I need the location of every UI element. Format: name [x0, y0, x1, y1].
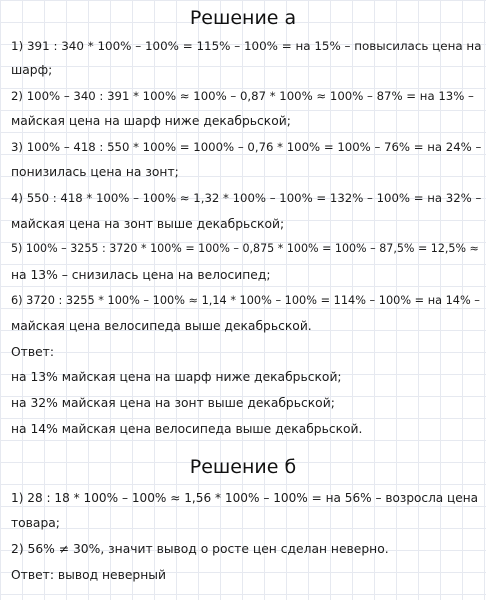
solution-a-answer-label: Ответ: [11, 345, 54, 359]
solution-a-answer-3: на 14% майская цена велосипеда выше декабрьской. [11, 422, 363, 436]
solution-a-line-4: майская цена на шарф ниже декабрьской; [11, 114, 291, 128]
solution-a-line-11: 6) 3720 : 3255 * 100% – 100% ≈ 1,14 * 100% – 100% = 114% – 100% = на 14% – [11, 294, 480, 307]
solution-a-answer-2: на 32% майская цена на зонт выше декабрьской; [11, 396, 335, 410]
solution-a-line-6: понизилась цена на зонт; [11, 165, 179, 179]
solution-a-line-9: 5) 100% – 3255 : 3720 * 100% = 100% – 0,875 * 100% = 100% – 87,5% = 12,5% ≈ [11, 242, 479, 255]
heading-solution-a: Решение а [189, 7, 297, 29]
heading-solution-b: Решение б [189, 456, 297, 478]
solution-b-line-2: товара; [11, 516, 60, 530]
solution-a-line-2: шарф; [11, 63, 53, 77]
solution-a-line-10: на 13% – снизилась цена на велосипед; [11, 268, 271, 282]
solution-a-line-3: 2) 100% – 340 : 391 * 100% ≈ 100% – 0,87 * 100% ≈ 100% – 87% = на 13% – [11, 89, 474, 103]
solution-b-answer: Ответ: вывод неверный [11, 568, 166, 582]
solution-a-line-5: 3) 100% – 418 : 550 * 100% = 1000% – 0,76 * 100% = 100% – 76% = на 24% – [11, 140, 482, 154]
solution-a-line-1: 1) 391 : 340 * 100% – 100% = 115% – 100% = на 15% – повысилась цена на [11, 39, 482, 53]
solution-a-answer-1: на 13% майская цена на шарф ниже декабрьской; [11, 370, 342, 384]
solution-a-line-7: 4) 550 : 418 * 100% – 100% ≈ 1,32 * 100% – 100% = 132% – 100% = на 32% – [11, 191, 482, 205]
solution-a-line-8: майская цена на зонт выше декабрьской; [11, 217, 285, 231]
solution-a-line-12: майская цена велосипеда выше декабрьской. [11, 319, 312, 333]
solution-b-line-3: 2) 56% ≠ 30%, значит вывод о росте цен сделан неверно. [11, 542, 389, 556]
solution-b-line-1: 1) 28 : 18 * 100% – 100% ≈ 1,56 * 100% – 100% = на 56% – возросла цена [11, 491, 479, 505]
